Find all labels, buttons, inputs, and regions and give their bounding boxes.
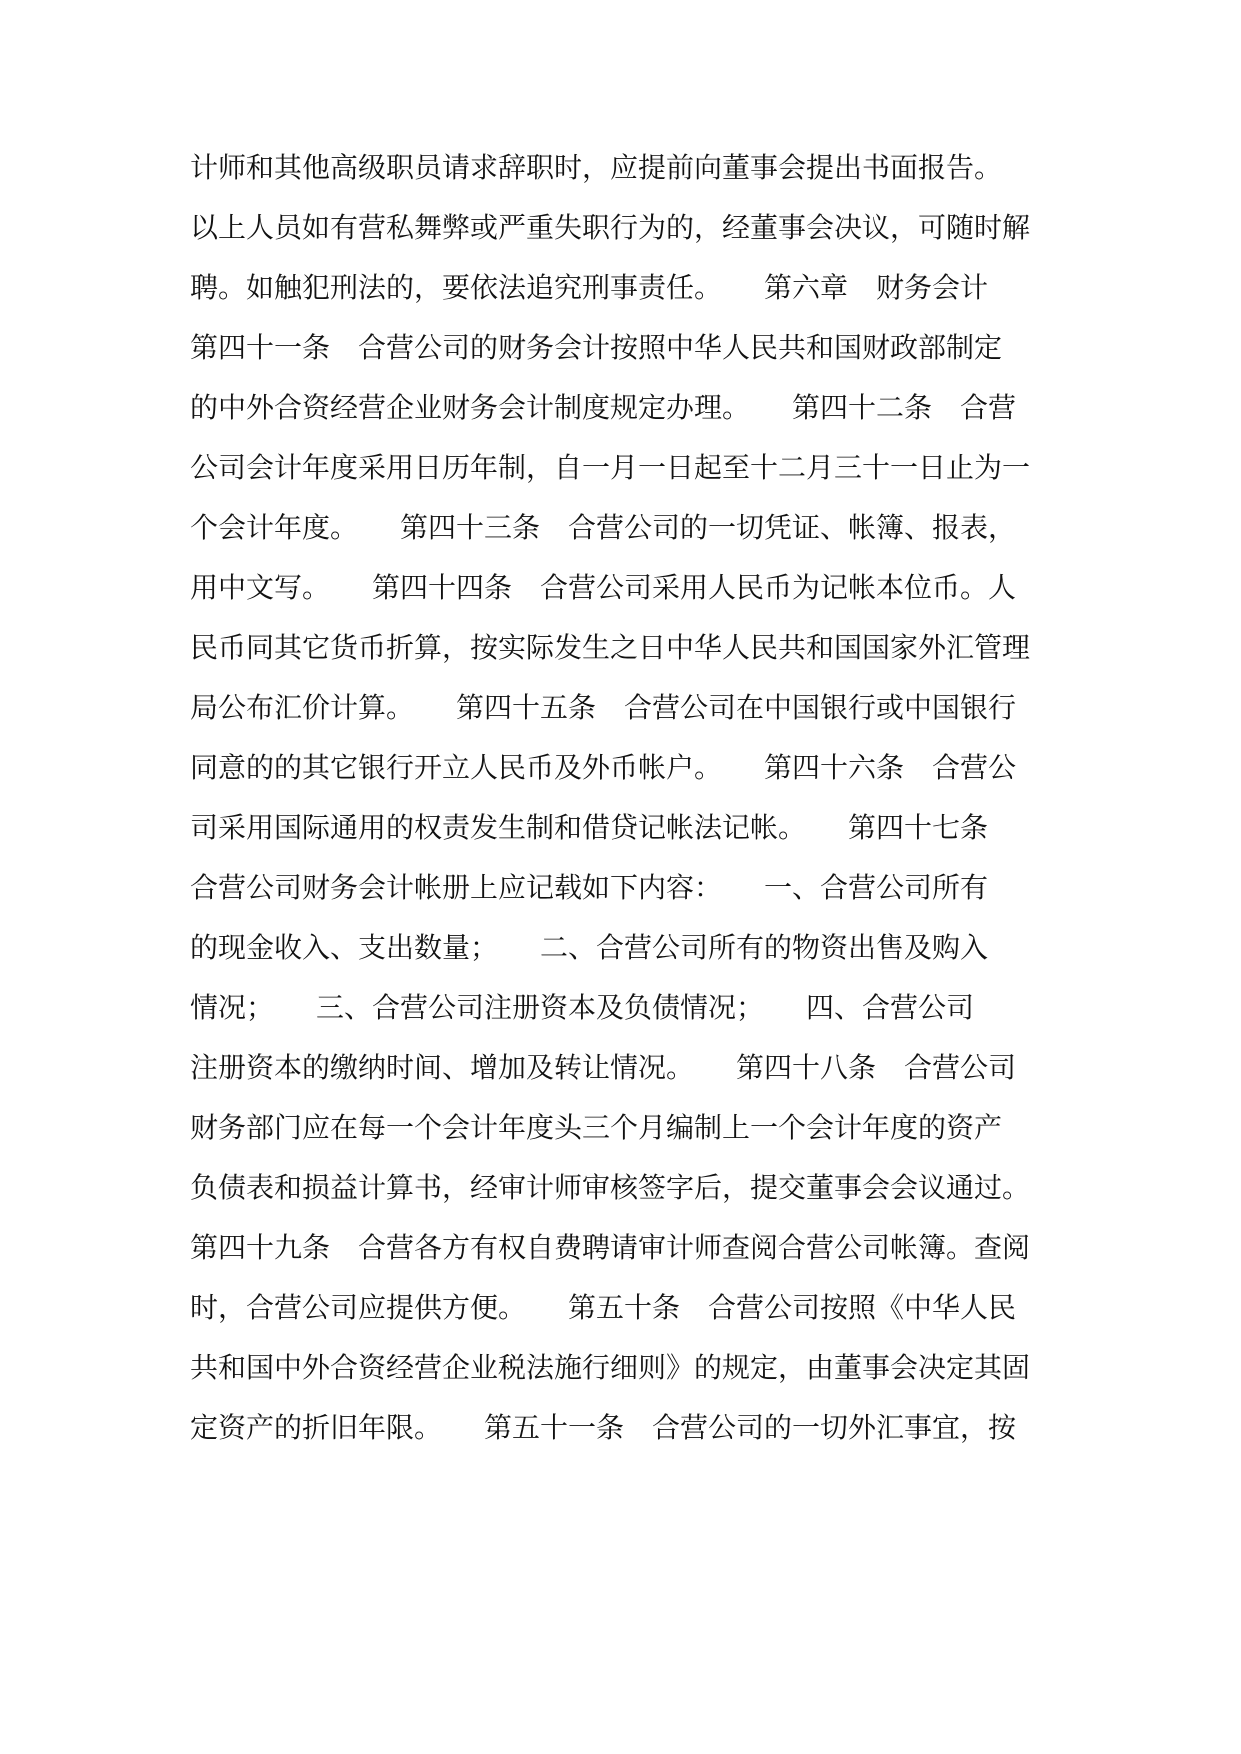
text-line: 共和国中外合资经营企业税法施行细则》的规定，由董事会决定其固: [190, 1351, 1031, 1384]
text-line: 聘。如触犯刑法的，要依法追究刑事责任。 第六章 财务会计: [190, 271, 989, 304]
text-line: 时，合营公司应提供方便。 第五十条 合营公司按照《中华人民: [190, 1291, 1017, 1324]
text-line: 注册资本的缴纳时间、增加及转让情况。 第四十八条 合营公司: [190, 1051, 1017, 1084]
text-line: 财务部门应在每一个会计年度头三个月编制上一个会计年度的资产: [190, 1111, 1003, 1144]
text-line: 定资产的折旧年限。 第五十一条 合营公司的一切外汇事宜，按: [190, 1411, 1017, 1444]
text-line: 个会计年度。 第四十三条 合营公司的一切凭证、帐簿、报表，: [190, 511, 1017, 544]
text-line: 的中外合资经营企业财务会计制度规定办理。 第四十二条 合营: [190, 391, 1017, 424]
text-line: 民币同其它货币折算，按实际发生之日中华人民共和国国家外汇管理: [190, 631, 1031, 664]
text-line: 同意的的其它银行开立人民币及外币帐户。 第四十六条 合营公: [190, 751, 1017, 784]
text-line: 情况； 三、合营公司注册资本及负债情况； 四、合营公司: [190, 991, 975, 1024]
text-line: 司采用国际通用的权责发生制和借贷记帐法记帐。 第四十七条: [190, 811, 989, 844]
text-line: 用中文写。 第四十四条 合营公司采用人民币为记帐本位币。人: [190, 571, 1017, 604]
text-line: 第四十一条 合营公司的财务会计按照中华人民共和国财政部制定: [190, 331, 1003, 364]
text-line: 以上人员如有营私舞弊或严重失职行为的，经董事会决议，可随时解: [190, 211, 1031, 244]
text-line: 第四十九条 合营各方有权自费聘请审计师查阅合营公司帐簿。查阅: [190, 1231, 1031, 1264]
text-line: 的现金收入、支出数量； 二、合营公司所有的物资出售及购入: [190, 931, 989, 964]
text-line: 合营公司财务会计帐册上应记载如下内容： 一、合营公司所有: [190, 871, 989, 904]
text-line: 公司会计年度采用日历年制，自一月一日起至十二月三十一日止为一: [190, 451, 1031, 484]
text-line: 负债表和损益计算书，经审计师审核签字后，提交董事会会议通过。: [190, 1171, 1031, 1204]
text-line: 计师和其他高级职员请求辞职时，应提前向董事会提出书面报告。: [190, 151, 1003, 184]
text-line: 局公布汇价计算。 第四十五条 合营公司在中国银行或中国银行: [190, 691, 1017, 724]
